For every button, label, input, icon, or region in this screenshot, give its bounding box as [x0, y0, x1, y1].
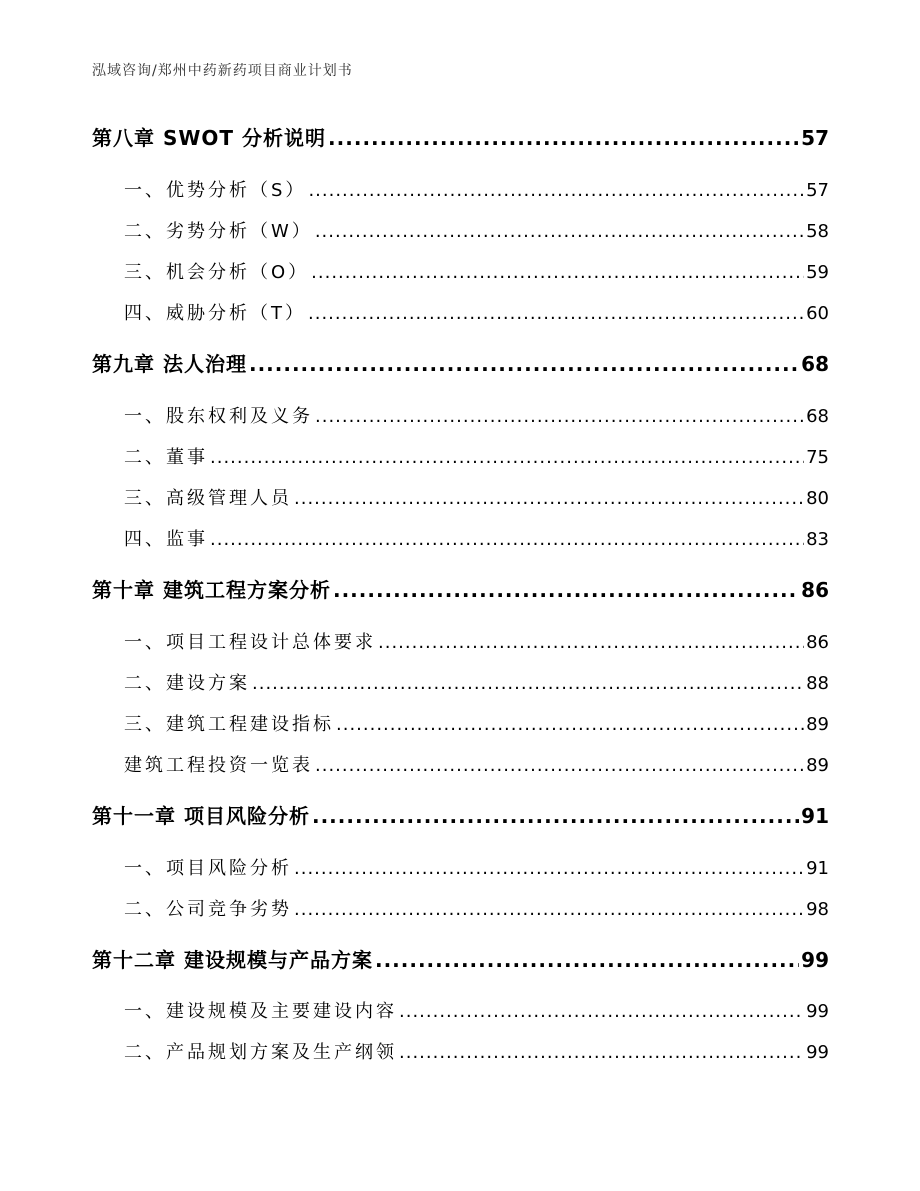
- toc-leader-dots: [312, 804, 799, 828]
- toc-page-number: 89: [806, 755, 829, 776]
- toc-item-title: 产品规划方案及生产纲领: [166, 1042, 397, 1063]
- toc-page-number: 57: [806, 180, 829, 201]
- toc-page-number: 80: [806, 488, 829, 509]
- toc-item-title: 机会分析（O）: [166, 262, 310, 283]
- toc-item-title: 威胁分析（T）: [166, 303, 306, 324]
- toc-item-title: 监事: [166, 529, 208, 550]
- toc-chapter-11[interactable]: [92, 800, 829, 828]
- toc-page-number: 89: [806, 714, 829, 735]
- toc-page-number: 75: [806, 447, 829, 468]
- toc-leader-dots: [315, 755, 804, 776]
- toc-chapter-10[interactable]: [92, 574, 829, 602]
- toc-page-number: 88: [806, 673, 829, 694]
- toc-item-title: 建筑工程建设指标: [166, 714, 334, 735]
- toc-leader-dots: [336, 714, 804, 735]
- toc-leader-dots: [252, 673, 804, 694]
- toc-item[interactable]: [124, 854, 829, 880]
- toc-page-number: 91: [801, 804, 829, 828]
- toc-item-number: 一、: [124, 858, 166, 879]
- toc-item-number: 一、: [124, 406, 166, 427]
- toc-item[interactable]: [124, 997, 829, 1023]
- toc-leader-dots: [249, 352, 799, 376]
- toc-chapter-title: 第十章 建筑工程方案分析: [92, 578, 331, 602]
- toc-item[interactable]: [124, 176, 829, 202]
- toc-item-title: 高级管理人员: [166, 488, 292, 509]
- toc-leader-dots: [378, 632, 804, 653]
- toc-item-title: 建设规模及主要建设内容: [166, 1001, 397, 1022]
- toc-item-number: 二、: [124, 221, 166, 242]
- toc-item[interactable]: [124, 895, 829, 921]
- toc-item[interactable]: [124, 628, 829, 654]
- toc-leader-dots: [294, 488, 804, 509]
- toc-item-number: 三、: [124, 714, 166, 735]
- toc-chapter-9[interactable]: [92, 348, 829, 376]
- toc-item-title: 股东权利及义务: [166, 406, 313, 427]
- toc-page-number: 91: [806, 858, 829, 879]
- toc-leader-dots: [315, 406, 804, 427]
- toc-chapter-title: 第九章 法人治理: [92, 352, 247, 376]
- toc-leader-dots: [311, 262, 804, 283]
- toc-item[interactable]: [124, 299, 829, 325]
- toc-page-number: 86: [806, 632, 829, 653]
- toc-item-title: 董事: [166, 447, 208, 468]
- toc-item[interactable]: [124, 443, 829, 469]
- toc-leader-dots: [210, 447, 804, 468]
- toc-chapter-title: 第十一章 项目风险分析: [92, 804, 310, 828]
- toc-page-number: 60: [806, 303, 829, 324]
- toc-leader-dots: [315, 221, 804, 242]
- toc-item-number: 二、: [124, 447, 166, 468]
- toc-page-number: 68: [801, 352, 829, 376]
- toc-item-title: 建设方案: [166, 673, 250, 694]
- toc-page-number: 83: [806, 529, 829, 550]
- toc-item-title: 项目风险分析: [166, 858, 292, 879]
- toc-page-number: 59: [806, 262, 829, 283]
- toc-chapter-12[interactable]: [92, 944, 829, 972]
- toc-item[interactable]: [124, 484, 829, 510]
- toc-page-number: 57: [801, 126, 829, 150]
- toc-item-title: 项目工程设计总体要求: [166, 632, 376, 653]
- toc-item-number: 三、: [124, 488, 166, 509]
- toc-leader-dots: [308, 180, 804, 201]
- toc-item[interactable]: [124, 751, 829, 777]
- page-header: 泓域咨询/郑州中药新药项目商业计划书: [92, 63, 353, 79]
- toc-leader-dots: [294, 858, 804, 879]
- toc-page-number: 98: [806, 899, 829, 920]
- toc-leader-dots: [333, 578, 799, 602]
- toc-item-title: 劣势分析（W）: [166, 221, 313, 242]
- toc-item-number: 一、: [124, 632, 166, 653]
- toc-item[interactable]: [124, 217, 829, 243]
- toc-leader-dots: [294, 899, 804, 920]
- toc-leader-dots: [375, 948, 799, 972]
- toc-item-number: 一、: [124, 180, 166, 201]
- toc-item-number: 二、: [124, 673, 166, 694]
- toc-leader-dots: [308, 303, 804, 324]
- toc-item-number: 二、: [124, 899, 166, 920]
- toc-item-number: 二、: [124, 1042, 166, 1063]
- toc-item-number: 四、: [124, 529, 166, 550]
- toc-chapter-title: 第十二章 建设规模与产品方案: [92, 948, 373, 972]
- toc-page-number: 99: [806, 1042, 829, 1063]
- toc-item[interactable]: [124, 402, 829, 428]
- toc-item-title: 公司竞争劣势: [166, 899, 292, 920]
- toc-page-number: 68: [806, 406, 829, 427]
- toc-item-number: 一、: [124, 1001, 166, 1022]
- toc-page-number: 99: [806, 1001, 829, 1022]
- toc-leader-dots: [399, 1001, 804, 1022]
- toc-chapter-8[interactable]: [92, 122, 829, 150]
- toc-page-number: 58: [806, 221, 829, 242]
- toc-leader-dots: [328, 126, 799, 150]
- toc-page-number: 99: [801, 948, 829, 972]
- toc-item-number: 三、: [124, 262, 166, 283]
- toc-leader-dots: [399, 1042, 804, 1063]
- toc-item[interactable]: [124, 710, 829, 736]
- toc-item[interactable]: [124, 525, 829, 551]
- toc-page-number: 86: [801, 578, 829, 602]
- toc-item-title: 建筑工程投资一览表: [124, 755, 313, 776]
- toc-item[interactable]: [124, 258, 829, 284]
- toc-item-title: 优势分析（S）: [166, 180, 307, 201]
- toc-chapter-title: 第八章 SWOT 分析说明: [92, 126, 327, 150]
- toc-leader-dots: [210, 529, 804, 550]
- toc-item[interactable]: [124, 1038, 829, 1064]
- toc-item-number: 四、: [124, 303, 166, 324]
- toc-item[interactable]: [124, 669, 829, 695]
